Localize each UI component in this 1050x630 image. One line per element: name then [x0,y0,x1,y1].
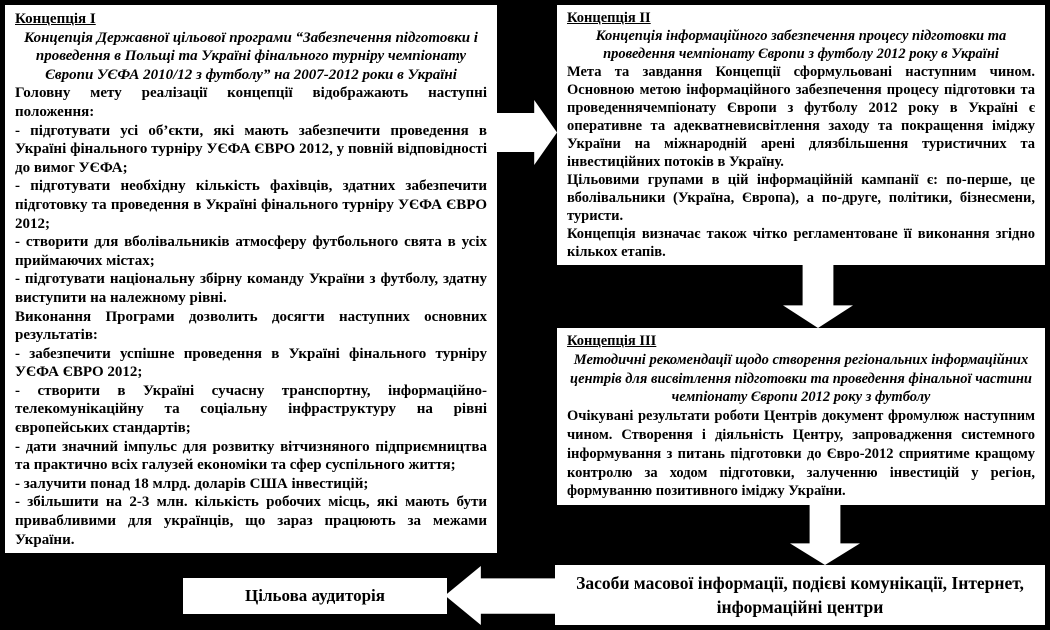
concept1-paragraph: - підготувати необхідну кількість фахівців, здатних забезпечити підготовку та проведення в Україні фінального турніру УЄФА ЄВРО 2012; [15,178,487,232]
arrow-down-icon [783,265,853,328]
concept1-paragraph: - створити для вболівальників атмосферу футбольного свята в усіх приймаючих містах; [15,234,487,269]
target-audience-box [183,578,447,614]
concept1-paragraph: - залучити понад 18 млрд. доларів США інвестицій; [15,475,369,492]
concept3-subtitle: Методичні рекомендації щодо створення регіональних інформаційних центрів для висвітлення підготовки та проведення фінальної частини чемпіонату Європи 2012 року з футболу [570,351,1032,406]
concept1-paragraph: Виконання Програми дозволить досягти наступних основних результатів: [15,308,487,344]
concept1-paragraph: - збільшити на 2-3 млн. кількість робочих місць, які мають бути привабливими для українців, що зараз працюють за межами України. [15,494,487,548]
media-channels-box [555,565,1045,625]
concept1-paragraph: - створити в Україні сучасну транспортну, інформаційно-телекомунікаційну та соціальну інфраструктуру на рівні європейських стандартів; [15,382,487,437]
concept1-paragraph: - забезпечити успішне проведення в Україні фінального турніру УЄФА ЄВРО 2012; [15,345,487,381]
concept2-title: Концепція II [567,10,651,26]
arrow-left-icon [445,566,557,625]
concept2-paragraph: Концепція визначає також чітко регламентоване її виконання згідно кількох етапів. [567,226,1035,260]
concept2-paragraph: Мета та завдання Концепції сформульовані наступним чином. Основною метою інформаційного забезпечення процесу підготовки та проведеннячемпіонату Європи з футболу 2012 року в Україні є оперативне та адекватневисвітлення заходу та покращення іміджу України на міжнародній арені длязбільшення туристичних та інвестиційних потоків в Україну. [567,64,1035,170]
media-channels-label: Засоби масової інформації, подієві комунікації, Інтернет, інформаційні центри [576,573,1024,617]
concept1-paragraph: - підготувати усі об’єкти, які мають забезпечити проведення в Україні фінального турніру УЄФА ЄВРО 2012, у повній відповідності до вимог УЄФА; [15,122,487,176]
concept2-paragraph: Цільовими групами в цій інформаційній кампанії є: по-перше, це вболівальники (Україна, Європа), а по-друге, політики, бізнесмени, туристи. [567,172,1035,224]
concept3-box [557,328,1045,505]
concept1-paragraph: Головну мету реалізації концепції відображають наступні положення: [15,85,487,120]
concept3-title: Концепція III [567,333,657,349]
concept1-paragraph: - підготувати національну збірну команду України з футболу, здатну виступити на належному рівні. [15,271,487,306]
arrow-right-icon [497,100,557,165]
concept1-subtitle: Концепція Державної цільової програми “Забезпечення підготовки і проведення в Польщі та Україні фінального турніру чемпіонату Європи УЄФА 2010/12 з футболу” на 2007-2012 роки в Україні [24,29,478,83]
concept3-paragraph: Очікувані результати роботи Центрів документ фромулюж наступним чином. Створення і діяльність Центру, запровадження системного інформування з питань підготовки до Євро-2012 сприятиме кращому контролю за ходом підготовки, залученню інвестицій у регіон, формуванню позитивного іміджу України. [567,408,1035,500]
concept1-title: Концепція I [15,11,96,27]
concept1-box [5,5,497,553]
concept2-box [557,5,1045,265]
target-audience-label: Цільова аудиторія [245,586,385,605]
concept2-subtitle: Концепція інформаційного забезпечення процесу підготовки та проведення чемпіонату Європи з футболу 2012 року в Україні [595,28,1007,62]
arrow-down-icon [790,505,860,565]
concept1-paragraph: - дати значний імпульс для розвитку вітчизняного підприємництва та практично всіх галузей економіки та сфер суспільного життя; [15,438,487,474]
